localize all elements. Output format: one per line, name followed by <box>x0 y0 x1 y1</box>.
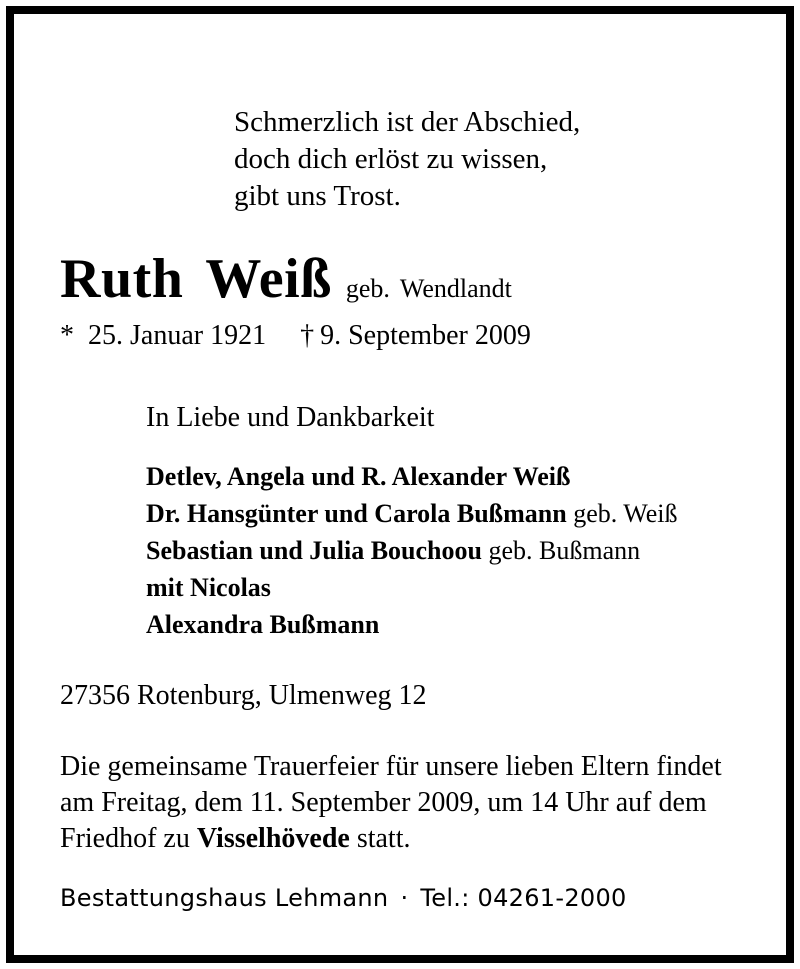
mourner-line: Alexandra Bußmann <box>146 610 380 639</box>
motto <box>234 104 580 215</box>
born-prefix: geb. <box>345 274 390 303</box>
funeral-home <box>60 884 627 912</box>
notice-line-1: Die gemeinsame Trauerfeier für unsere lieben Eltern findet <box>60 751 722 782</box>
mourner-line: Dr. Hansgünter und Carola Bußmann geb. Weiß <box>146 499 678 528</box>
death-symbol: † <box>300 320 315 351</box>
birth-symbol: * <box>60 320 74 351</box>
birth-name: Wendlandt <box>399 274 512 303</box>
mourner-line: mit Nicolas <box>146 573 271 602</box>
funeral-home-phone: Tel.: 04261-2000 <box>420 884 627 912</box>
motto-line-3: gibt uns Trost. <box>234 180 401 212</box>
deceased-last-name: Weiß <box>205 248 332 310</box>
funeral-notice <box>60 749 722 857</box>
notice-line-2: am Freitag, dem 11. September 2009, um 14 Uhr auf dem <box>60 787 707 818</box>
funeral-home-name: Bestattungshaus Lehmann <box>60 884 389 912</box>
family-address: 27356 Rotenburg, Ulmenweg 12 <box>60 680 427 711</box>
cemetery-place: Visselhövede <box>196 823 350 854</box>
birth-date: 25. Januar 1921 <box>88 320 267 351</box>
notice-frame <box>6 6 794 963</box>
separator-dot: · <box>400 884 409 912</box>
dedication: In Liebe und Dankbarkeit <box>146 402 435 433</box>
life-dates <box>60 320 531 352</box>
motto-line-2: doch dich erlöst zu wissen, <box>234 143 548 175</box>
mourners-list <box>146 458 678 643</box>
mourner-line: Detlev, Angela und R. Alexander Weiß <box>146 462 571 491</box>
death-date: 9. September 2009 <box>320 320 531 351</box>
notice-line-3: Friedhof zu Visselhövede statt. <box>60 823 411 854</box>
deceased-first-name: Ruth <box>60 248 184 310</box>
motto-line-1: Schmerzlich ist der Abschied, <box>234 106 581 138</box>
deceased-name <box>60 247 512 311</box>
mourner-line: Sebastian und Julia Bouchoou geb. Bußmann <box>146 536 641 565</box>
